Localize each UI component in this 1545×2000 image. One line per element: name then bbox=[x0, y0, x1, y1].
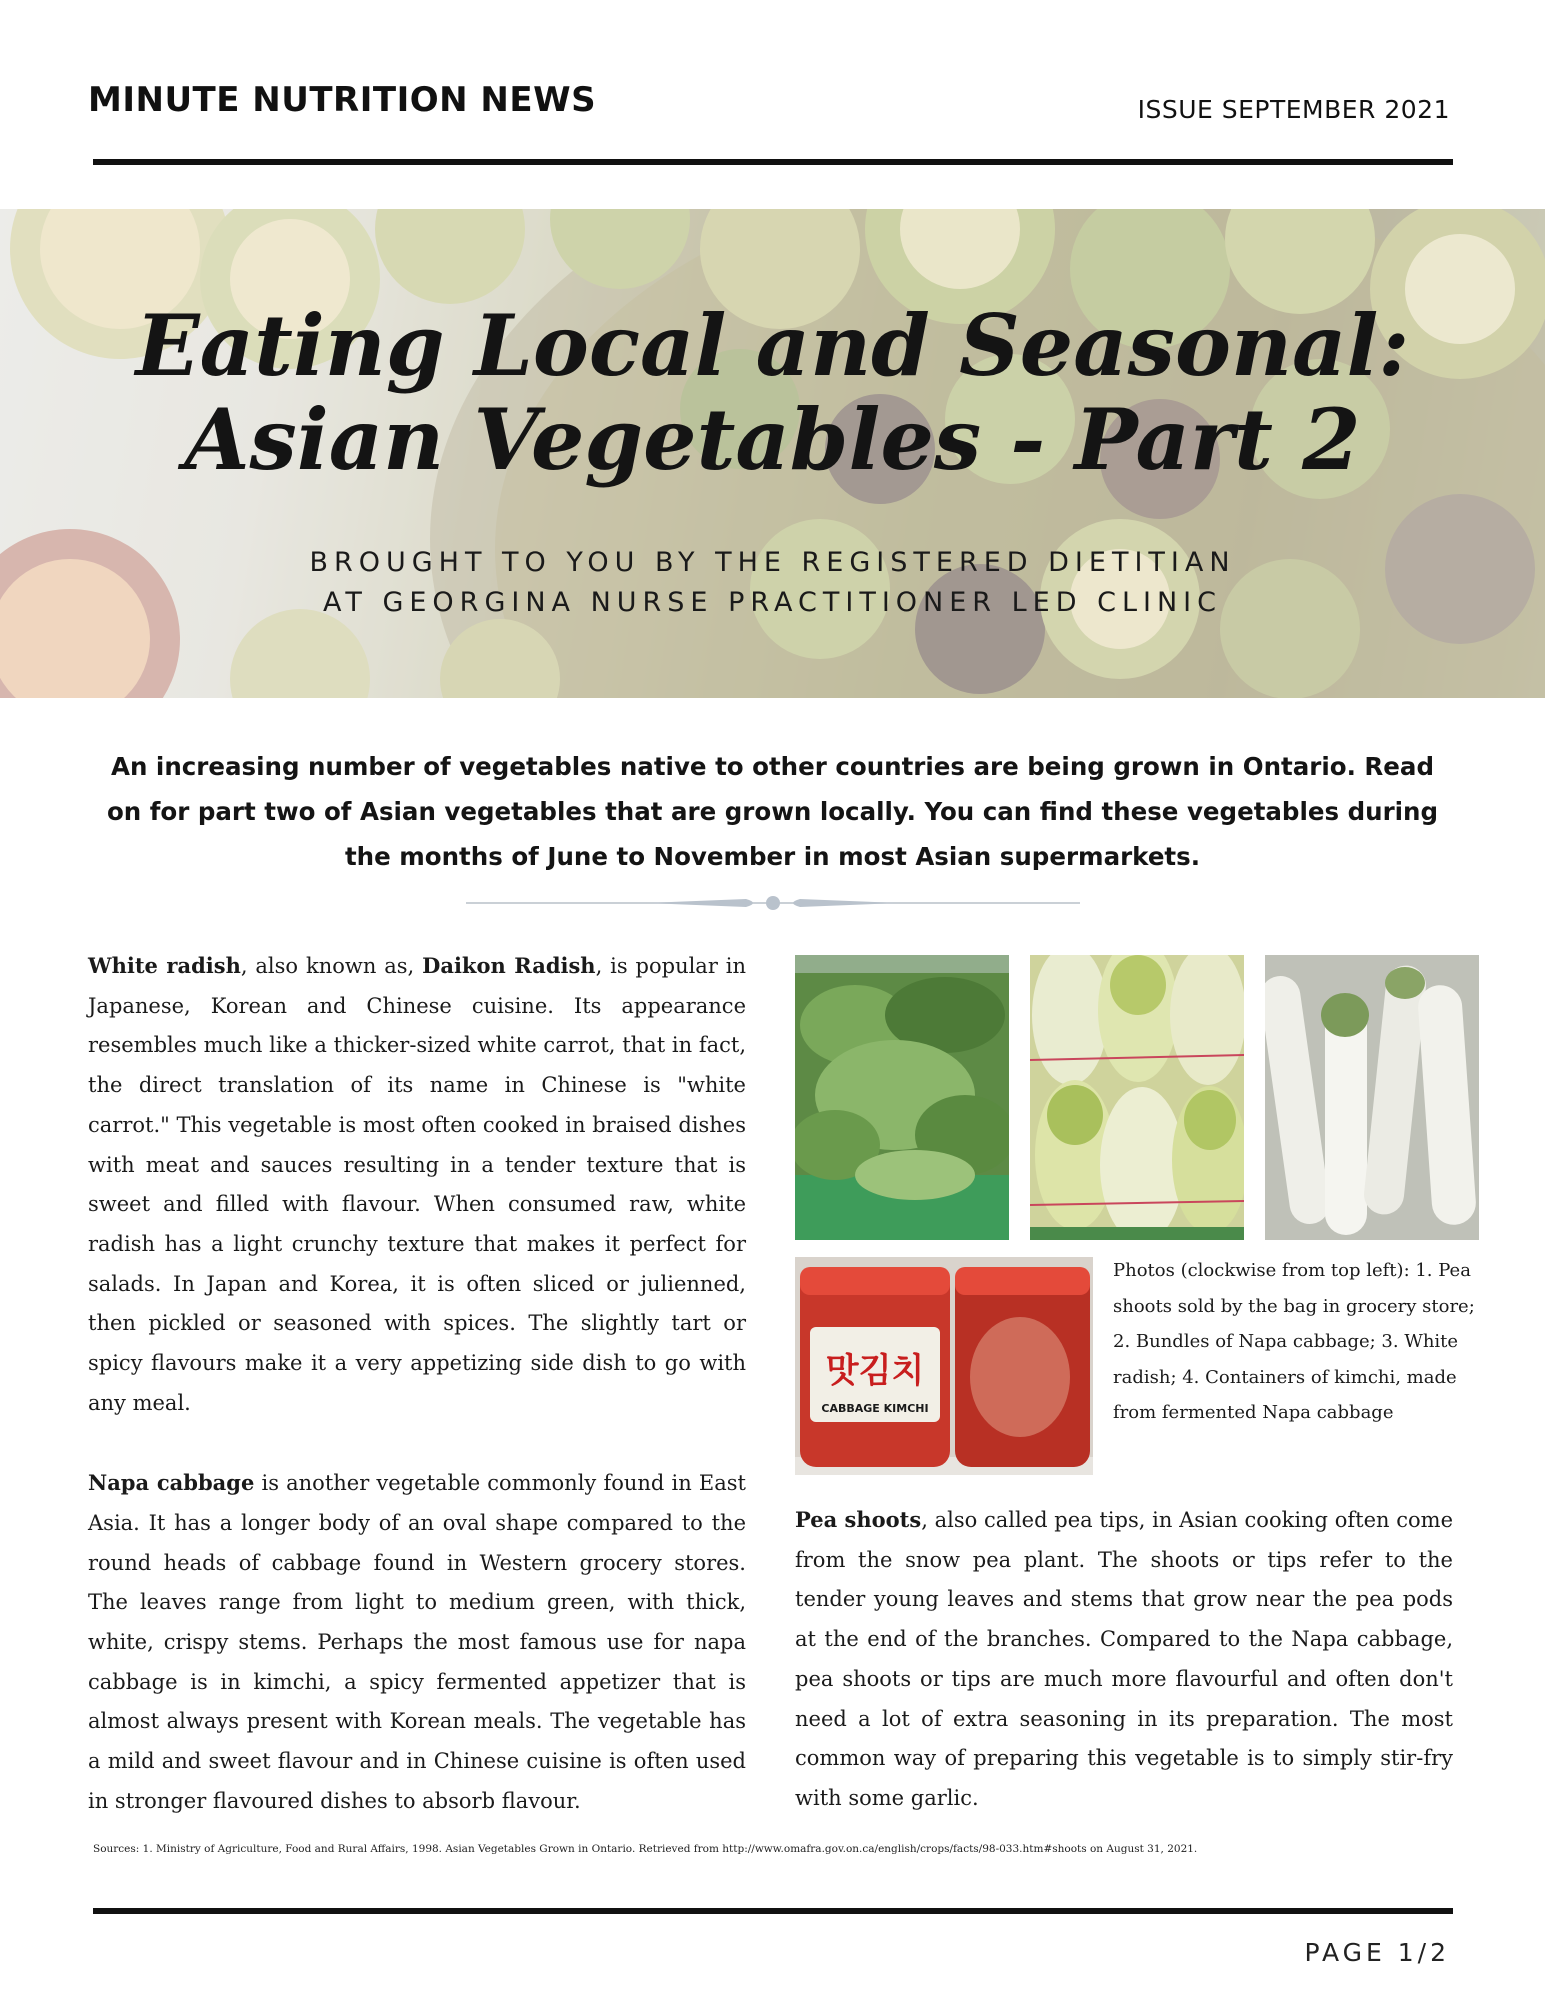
byline-line-1: BROUGHT TO YOU BY THE REGISTERED DIETITIAN bbox=[309, 547, 1236, 578]
intro-paragraph: An increasing number of vegetables native to other countries are being grown in Ontario. Read on for part two of Asian vegetables that are grown locally. You can find these vegetables during the months of June to November in most Asian supermarkets. bbox=[106, 752, 1439, 871]
headline-line-2: Asian Vegetables - Part 2 bbox=[184, 390, 1361, 489]
kimchi-containers-photo bbox=[795, 1257, 1093, 1475]
napa-cabbage-photo bbox=[1030, 955, 1244, 1240]
pea-shoots-photo bbox=[795, 955, 1009, 1240]
pea-shoots-text: , also called pea tips, in Asian cooking often come from the snow pea plant. The shoots or tips refer to the tender young leaves and stems that grow near the pea pods at the end of the branches. Compared to the Napa cabbage, pea shoots or tips are much more flavourful and often don't need a lot of extra seasoning in its preparation. The most common way of preparing this vegetable is to simply stir-fry with some garlic. bbox=[795, 1508, 1453, 1810]
pea-shoots-term: Pea shoots bbox=[795, 1507, 922, 1532]
photo-caption: Photos (clockwise from top left): 1. Pea shoots sold by the bag in grocery store; 2. Bundles of Napa cabbage; 3. White radish; 4. Containers of kimchi, made from fermented Napa cabbage bbox=[1113, 1260, 1475, 1423]
headline bbox=[0, 296, 1545, 489]
ornamental-divider bbox=[466, 893, 1080, 913]
white-radish-paragraph bbox=[88, 946, 746, 1423]
byline bbox=[0, 543, 1545, 623]
page-number: PAGE 1/2 bbox=[1304, 1938, 1450, 1967]
top-rule bbox=[93, 159, 1453, 165]
white-radish-text-2: , is popular in Japanese, Korean and Chinese cuisine. Its appearance resembles much like a thicker-sized white carrot, that in fact, the direct translation of its name in Chinese is "white carrot." This vegetable is most often cooked in braised dishes with meat and sauces resulting in a tender texture that is sweet and filled with flavour. When consumed raw, white radish has a light crunchy texture that makes it perfect for salads. In Japan and Korea, it is often sliced or julienned, then pickled or seasoned with spices. The slightly tart or spicy flavours make it a very appetizing side dish to go with any meal. bbox=[88, 954, 746, 1415]
sources-citation: Sources: 1. Ministry of Agriculture, Food and Rural Affairs, 1998. Asian Vegetables Grown in Ontario. Retrieved from http://www.omafra.gov.on.ca/english/crops/facts/98-033.htm#shoots on August 31, 2021. bbox=[93, 1843, 1198, 1855]
kimchi-korean-label: 맛김치 bbox=[825, 1351, 925, 1391]
banner bbox=[0, 209, 1545, 698]
napa-cabbage-term: Napa cabbage bbox=[88, 1470, 255, 1496]
napa-cabbage-paragraph bbox=[88, 1463, 746, 1821]
napa-cabbage-text: is another vegetable commonly found in East Asia. It has a longer body of an oval shape compared to the round heads of cabbage found in Western grocery stores. The leaves range from light to medium green, with thick, white, crispy stems. Perhaps the most famous use for napa cabbage is in kimchi, a spicy fermented appetizer that is almost always present with Korean meals. The vegetable has a mild and sweet flavour and in Chinese cuisine is often used in stronger flavoured dishes to absorb flavour. bbox=[88, 1471, 746, 1813]
white-radish-photo bbox=[1265, 955, 1479, 1240]
white-radish-term: White radish bbox=[88, 953, 241, 978]
byline-line-2: AT GEORGINA NURSE PRACTITIONER LED CLINIC bbox=[323, 587, 1222, 618]
bottom-rule bbox=[93, 1908, 1453, 1914]
issue-date: ISSUE SEPTEMBER 2021 bbox=[1137, 95, 1450, 124]
left-column bbox=[88, 946, 746, 1821]
headline-line-1: Eating Local and Seasonal: bbox=[135, 296, 1410, 395]
kimchi-english-label: CABBAGE KIMCHI bbox=[821, 1402, 929, 1415]
white-radish-text-1: , also known as, bbox=[240, 954, 423, 978]
daikon-radish-term: Daikon Radish bbox=[422, 953, 596, 978]
masthead-title: MINUTE NUTRITION NEWS bbox=[88, 80, 597, 120]
pea-shoots-paragraph bbox=[795, 1500, 1453, 1819]
right-column bbox=[795, 1500, 1453, 1819]
